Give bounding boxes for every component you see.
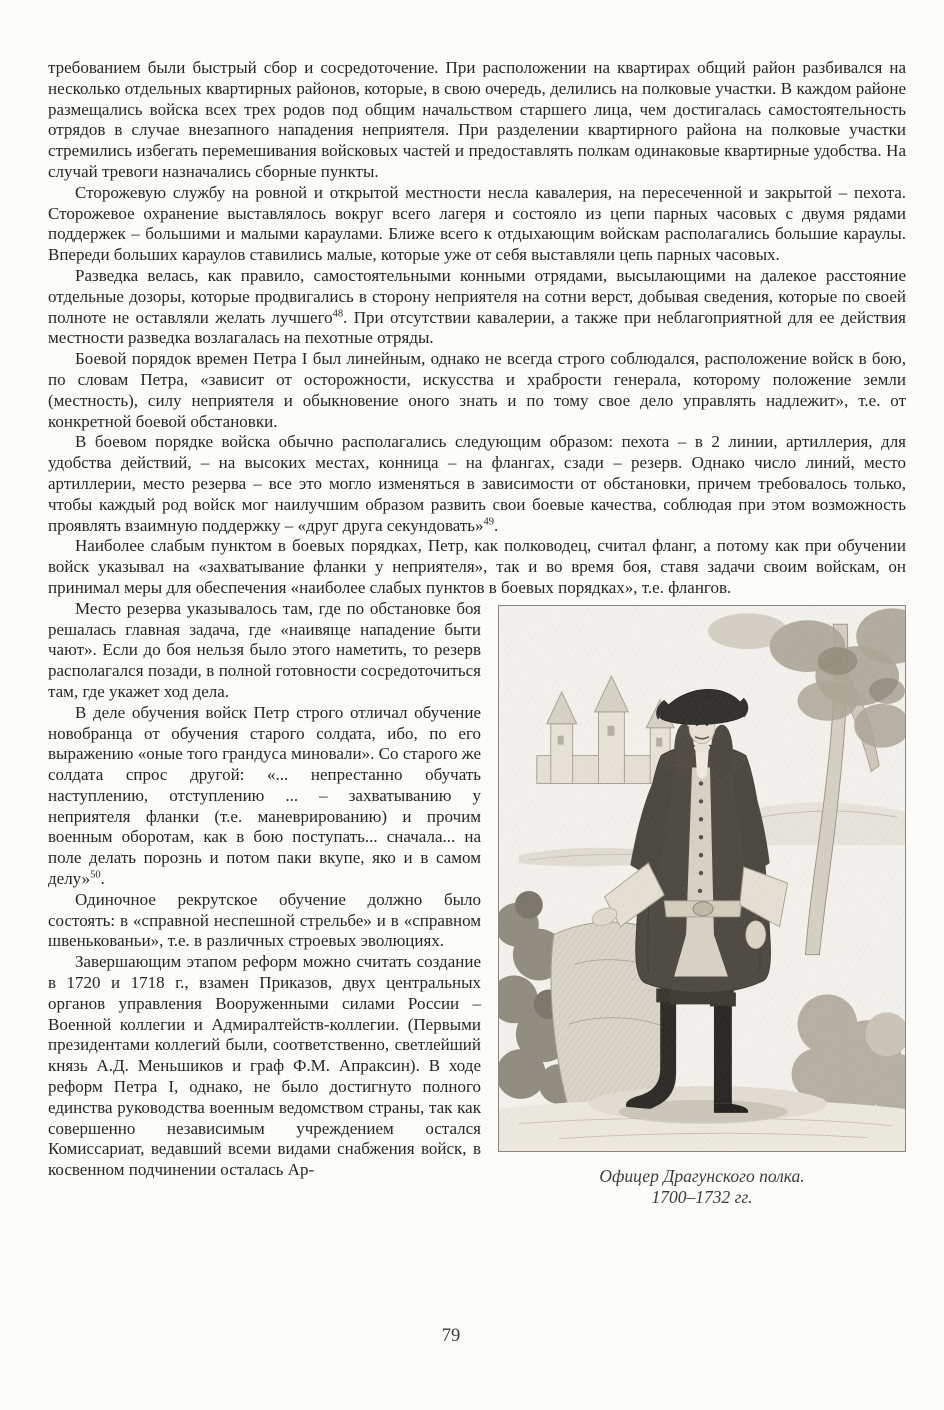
paragraph-text: Наиболее слабым пунктом в боевых порядках, Петр, как полководец, считал фланг, а потому как при обучении войск указывал на «захватывание фланки у неприятеля», так и во время боя, ставя задачи своим войскам, он принимал меры для обеспечения «наиболее слабых пунктов в боевых порядках», т.е. флангов. [48,536,906,597]
page-number: 79 [441,1326,461,1346]
paragraph-text: Разведка велась, как правило, самостоятельными конными отрядами, высылающими на далекое расстояние отдельные дозоры, которые продвигались в сторону неприятеля на сотни верст, добывая сведения, которые по своей полноте не оставляли желать лучшего [48,265,906,327]
paragraph-2 [48,183,906,266]
dragoon-officer-figure [498,605,906,1208]
paragraph-1 [48,58,906,183]
paragraph-text: . [494,515,499,535]
paragraph-text: Завершающим этапом реформ можно считать создание в 1720 и 1718 г., взамен Приказов, двух центральных органов управления Вооруженными силами России – Военной коллегии и Адмиралтейств-коллегии. (Первыми президентами коллегий были, соответственно, светлейший князь А.Д. Меньшиков и граф Ф.М. Апраксин). В ходе реформ Петра I, однако, не было достигнуто полного единства руководства военным ведомством страны, так как совершенно независимым учреждением остался Комиссариат, ведавший всеми видами снабжения войск, в косвенном подчинении осталась Ар- [48,952,481,1180]
paragraph-text: Боевой порядок времен Петра I был линейным, однако не всегда строго соблюдался, расположение войск в бою, по словам Петра, «зависит от осторожности, искусства и храбрости генерала, которому положение земли (местность), силу неприятеля и обыкновение оного знать и по тому свое дело управлять надлежит», т.е. от конкретной боевой обстановки. [48,349,906,431]
paragraph-5 [48,432,906,536]
footnote-marker-50: 50 [90,869,101,881]
paragraph-text: В деле обучения войск Петр строго отличал обучение новобранца от обучения старого солдата, ибо, по его выражению «оные того грандуса миновали». Со старого же солдата спрос другой: «... непрестанно обучать наступлению, отступлению ... – захватыванию у неприятеля фланки (т.е. маневрированию) и прочим военным оборотам, как в бою поступать... сначала... на поле делать порознь и потом паки вкупе, яко и в самом делу» [48,702,481,889]
paragraph-4 [48,349,906,432]
paragraph-text: Одиночное рекрутское обучение должно было состоять: в «справной неспешной стрельбе» и в «справном швенькованьи», т.е. в различных строевых эволюциях. [48,889,481,951]
paragraph-text: Сторожевую службу на ровной и открытой местности несла кавалерия, на пересеченной и закрытой – пехота. Сторожевое охранение выставлялось вокруг всего лагеря и состояло из цепи парных часовых с двумя рядами поддержек – большими и малыми караулами. Ближе всего к отдыхающим войскам располагались большие караулы. Впереди больших караулов ставились малые, которые уже от себя выставляли цепь парных часовых. [48,182,906,265]
paragraph-text: требованием были быстрый сбор и сосредоточение. При расположении на квартирах общий район разбивался на несколько отдельных квартирных районов, которые, в свою очередь, делились на полковые участки. В каждом районе размещались войска всех трех родов под общим начальством старшего лица, чем достигалась самостоятельность отрядов в случае внезапного нападения неприятеля. При разделении квартирного района на полковые участки стремились избегать перемешивания войсковых частей и предоставлять полкам одинаковые квартирные удобства. На случай тревоги назначались сборные пункты. [48,58,906,181]
paragraph-text: . При отсутствии кавалерии, а также при неблагоприятной для ее действия местности разведка возлагалась на пехотные отряды. [48,307,906,348]
paragraph-text: В боевом порядке войска обычно располагались следующим образом: пехота – в 2 линии, артиллерия, для удобства действий, – на высоких местах, конница – на флангах, сзади – резерв. Однако число линий, место артиллерии, место резерва – все это могло изменяться в зависимости от обстановки, причем требовалось только, чтобы каждый род войск мог наилучшим образом развить свои боевые качества, соблюдая при этом возможность проявлять взаимную поддержку – «друг друга секундовать» [48,432,906,535]
paragraph-3 [48,266,906,349]
figure-caption [498,1166,906,1208]
figure-caption-title: Офицер Драгунского полка. [599,1165,805,1186]
engraving-artwork [499,606,905,1151]
dragoon-officer-engraving [498,605,906,1152]
footnote-marker-49: 49 [483,515,495,527]
figure-caption-dates: 1700–1732 гг. [651,1186,753,1207]
paragraph-text: . [100,869,105,889]
footnote-marker-48: 48 [332,307,344,319]
paragraph-6 [48,536,906,598]
paragraph-text: Место резерва указывалось там, где по обстановке боя решалась главная задача, где «наивяще нападение быти чают». Если до боя нельзя было этого наметить, то резерв располагался позади, в полной готовности сосредоточиться там, где укажет ход дела. [48,598,481,701]
